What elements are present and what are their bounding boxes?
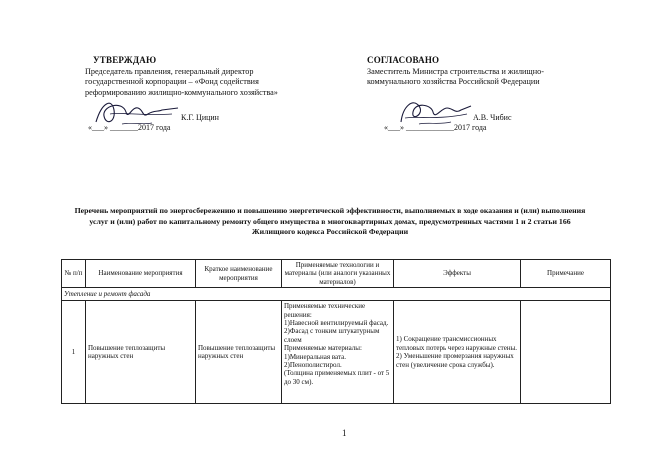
document-title: Перечень мероприятий по энергосбережению и повышению энергетической эффективности, выполняемых в ходе оказания и (или) выполнения услуг и (или) работ по капитальному ремонту общего имущества в многоквартирных домах, предусмотренных частями 1 и 2 статьи 166 Жилищного кодекса Российской Федерации	[74, 206, 586, 236]
approval-heading-left: УТВЕРЖДАЮ	[93, 55, 157, 65]
header-name: Наименование мероприятия	[86, 260, 196, 288]
tech-line: Применяемые технические решения:	[284, 302, 366, 319]
header-effects: Эффекты	[394, 260, 521, 288]
row-technologies	[282, 301, 394, 404]
section-row	[62, 288, 611, 301]
tech-line: 1)Минеральная вата.	[284, 352, 346, 361]
row-effects	[394, 301, 521, 404]
measures-table	[61, 259, 611, 404]
header-technologies: Применяемые технологии и материалы (или аналоги указанных материалов)	[282, 260, 394, 288]
signer-name-left: К.Г. Цицин	[181, 113, 219, 122]
tech-line: 2)Пенополистирол.	[284, 361, 342, 370]
approval-line: Председатель правления, генеральный директор	[85, 67, 254, 77]
tech-line: 2)Фасад с тонким штукатурным слоем	[284, 327, 380, 344]
approval-date-left: «___» _______2017 года	[88, 123, 171, 132]
tech-line: (Толщина применяемых плит - от 5 до 30 см).	[284, 369, 390, 386]
header-note: Примечание	[521, 260, 611, 288]
row-name: Повышение теплозащиты наружных стен	[86, 301, 196, 404]
page-number: 1	[342, 428, 347, 438]
table-row	[62, 301, 611, 404]
approval-heading-right: СОГЛАСОВАНО	[367, 55, 440, 65]
tech-line: Применяемые материалы:	[284, 344, 362, 353]
approval-block-right	[367, 55, 617, 88]
approval-line: реформированию жилищно-коммунального хозяйства»	[85, 87, 278, 97]
row-short-name: Повышение теплозащиты наружных стен	[196, 301, 282, 404]
approval-line: Заместитель Министра строительства и жилищно-	[367, 67, 544, 77]
effect-line: 2) Уменьшение промерзания наружных стен (увеличение срока службы).	[396, 352, 514, 369]
approval-line: коммунального хозяйства Российской Федерации	[367, 77, 540, 87]
signer-name-right: А.В. Чибис	[473, 113, 512, 122]
table-header-row	[62, 260, 611, 288]
header-num: № п/п	[62, 260, 86, 288]
effect-line: 1) Сокращение трансмиссионных тепловых потерь через наружные стены.	[396, 335, 518, 352]
tech-line: 1)Навесной вентилируемый фасад.	[284, 319, 389, 328]
approval-line: государственной корпорации – «Фонд содействия	[85, 77, 259, 87]
section-title: Утепление и ремонт фасада	[62, 288, 611, 301]
row-note	[521, 301, 611, 404]
row-num: 1	[62, 301, 86, 404]
header-short-name: Краткое наименование мероприятия	[196, 260, 282, 288]
approval-date-right: «___» ____________2017 года	[384, 123, 487, 132]
